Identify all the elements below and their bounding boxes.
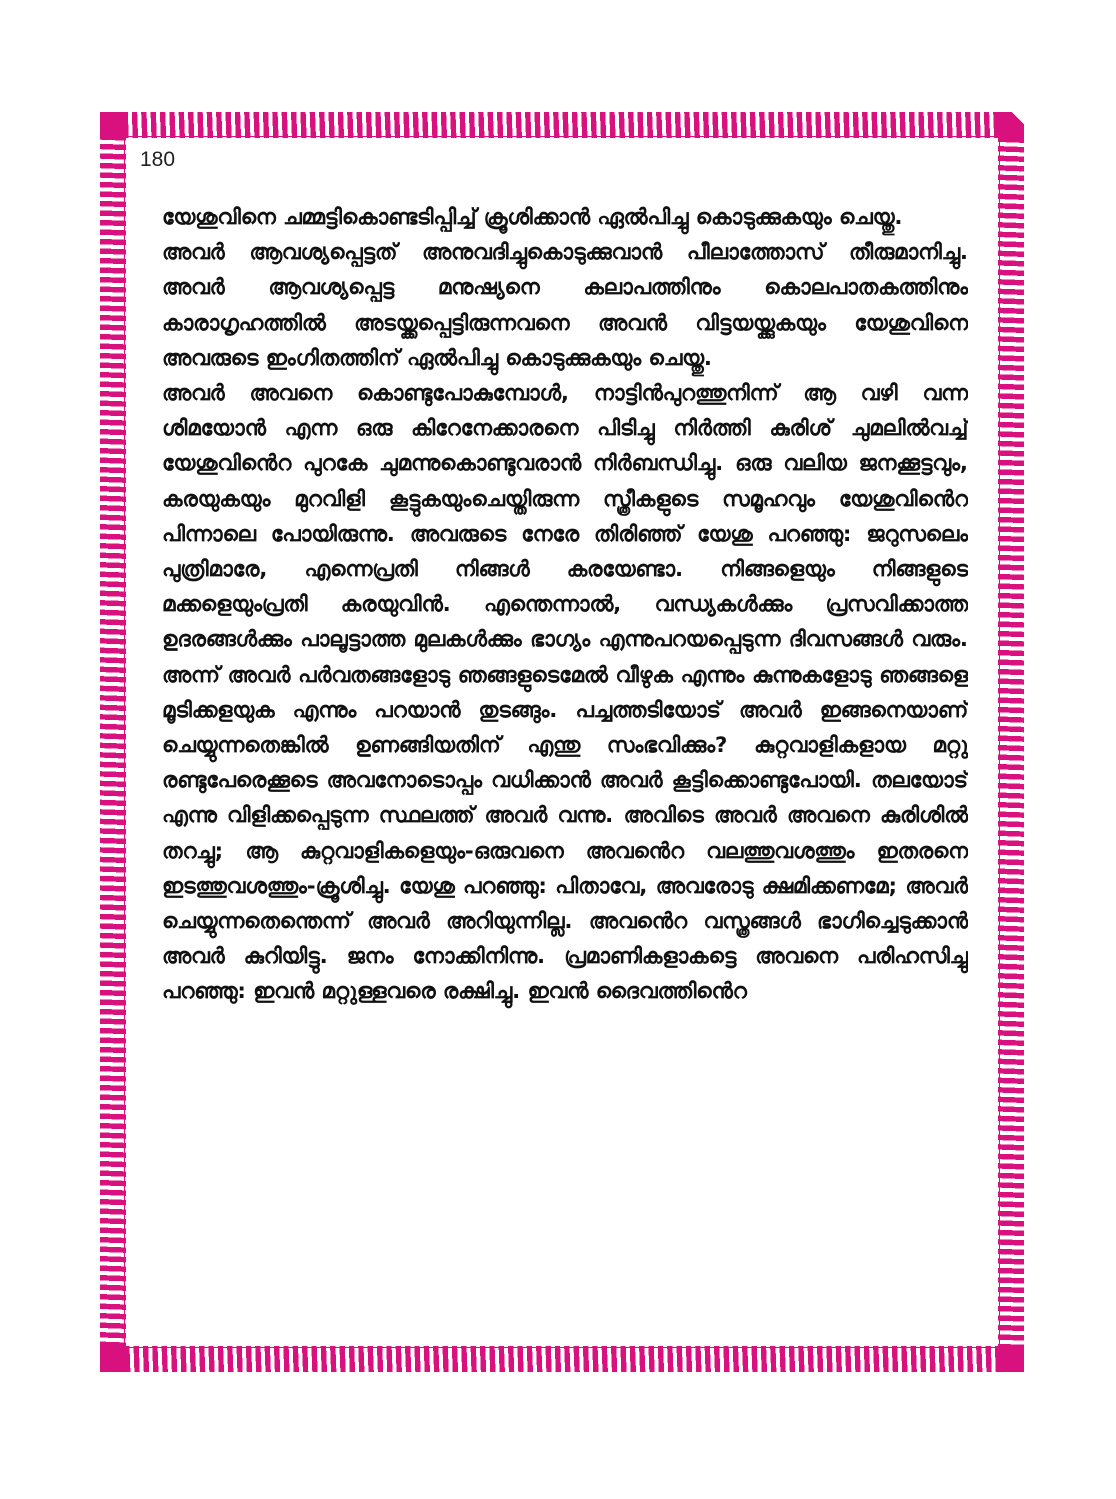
page-number: 180 [140, 148, 176, 171]
paragraph-1: യേശുവിനെ ചമ്മട്ടികൊണ്ടടിപ്പിച്ച് ക്രൂശിക്കാൻ ഏൽപിച്ചു കൊടുക്കുകയും ചെയ്തു. [162, 205, 903, 230]
body-text [162, 200, 968, 1350]
paragraph-2: അവർ ആവശ്യപ്പെട്ടത് അനുവദിച്ചുകൊടുക്കുവാൻ പീലാത്തോസ് തീരുമാനിച്ചു. അവർ ആവശ്യപ്പെട്ട മനുഷ്യനെ കലാപത്തിനും കൊലപാതകത്തിനും കാരാഗൃഹത്തിൽ അടയ്ക്കപ്പെട്ടിരുന്നവനെ അവൻ വിട്ടയയ്ക്കുകയും യേശുവിനെ അവരുടെ ഇംഗിതത്തിന് ഏൽപിച്ചു കൊടുക്കുകയും ചെയ്തു. [162, 240, 968, 371]
paragraph-3: അവർ അവനെ കൊണ്ടുപോകുമ്പോൾ, നാട്ടിൻപുറത്തുനിന്ന് ആ വഴി വന്ന ശിമയോൻ എന്ന ഒരു കിറേനേക്കാരനെ പിടിച്ചു നിർത്തി കുരിശ് ചുമലിൽവച്ച് യേശുവിൻെറ പുറകേ ചുമന്നുകൊണ്ടുവരാൻ നിർബന്ധിച്ചു. ഒരു വലിയ ജനക്കൂട്ടവും, കരയുകയും മുറവിളി കൂട്ടുകയുംചെയ്തിരുന്ന സ്ത്രീകളുടെ സമൂഹവും യേശുവിൻെറ പിന്നാലെ പോയിരുന്നു. അവരുടെ നേരേ തിരിഞ്ഞ് യേശു പറഞ്ഞു: ജറുസലെം പുത്രിമാരേ, എന്നെപ്രതി നിങ്ങൾ കരയേണ്ടാ. നിങ്ങളെയും നിങ്ങളുടെ മക്കളെയുംപ്രതി കരയുവിൻ. എന്തെന്നാൽ, വന്ധ്യകൾക്കും പ്രസവിക്കാത്ത ഉദരങ്ങൾക്കും പാലൂട്ടാത്ത മുലകൾക്കും ഭാഗ്യം എന്നുപറയപ്പെടുന്ന ദിവസങ്ങൾ വരും. അന്ന് അവർ പർവതങ്ങളോടു ഞങ്ങളുടെമേൽ വീഴുക എന്നും കുന്നുകളോടു ഞങ്ങളെ മൂടിക്കളയുക എന്നും പറയാൻ തുടങ്ങും. പച്ചത്തടിയോട് അവർ ഇങ്ങനെയാണ് ചെയ്യുന്നതെങ്കിൽ ഉണങ്ങിയതിന് എന്തു സംഭവിക്കും? കുറ്റവാളികളായ മറ്റു രണ്ടുപേരെക്കൂടെ അവനോടൊപ്പം വധിക്കാൻ അവർ കൂട്ടിക്കൊണ്ടുപോയി. തലയോട് എന്നു വിളിക്കപ്പെടുന്ന സ്ഥലത്ത് അവർ വന്നു. അവിടെ അവർ അവനെ കുരിശിൽ തറച്ചു; ആ കുറ്റവാളികളെയും-ഒരുവനെ അവൻെറ വലത്തുവശത്തും ഇതരനെ ഇടത്തുവശത്തും-ക്രൂശിച്ചു. യേശു പറഞ്ഞു: പിതാവേ, അവരോടു ക്ഷമിക്കണമേ; അവർ ചെയ്യുന്നതെന്തെന്ന് അവർ അറിയുന്നില്ല. അവൻെറ വസ്ത്രങ്ങൾ ഭാഗിച്ചെടുക്കാൻ അവർ കുറിയിട്ടു. ജനം നോക്കിനിന്നു. പ്രമാണികളാകട്ടെ അവനെ പരിഹസിച്ചു പറഞ്ഞു: ഇവൻ മറ്റുള്ളവരെ രക്ഷിച്ചു. ഇവൻ ദൈവത്തിൻെറ [162, 381, 968, 1005]
